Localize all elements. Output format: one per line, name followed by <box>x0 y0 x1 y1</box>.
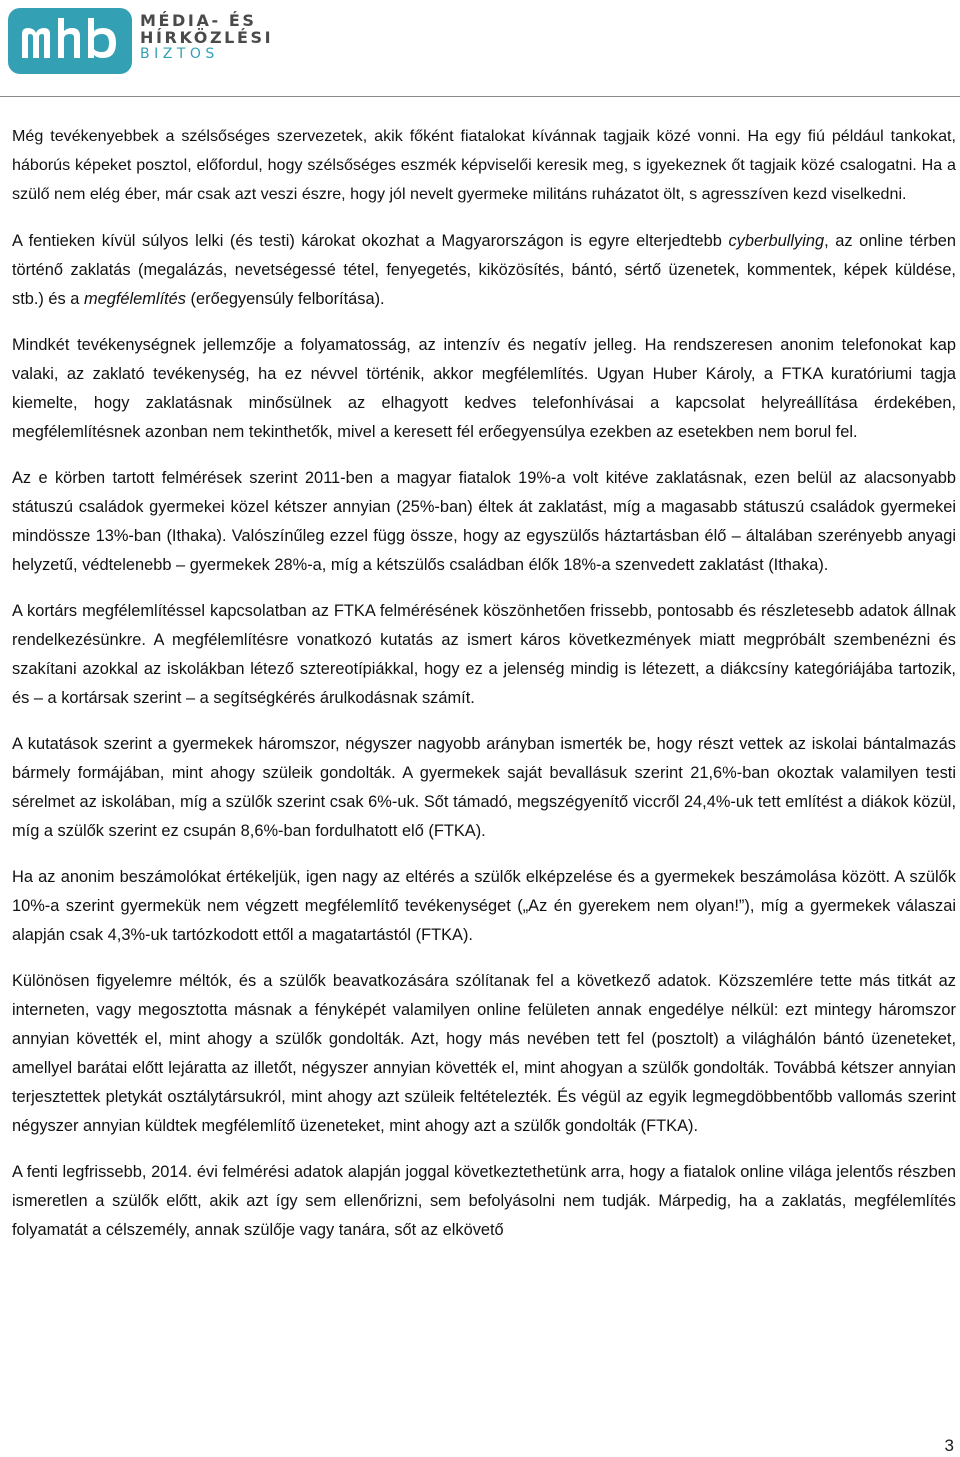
paragraph-text: (erőegyensúly felborítása). <box>186 290 385 308</box>
paragraph-text: Az e körben tartott felmérések szerint 2011-ben a magyar fiatalok 19%-a volt kitéve zaklatásnak, ezen belül az alacsonyabb státuszú családok gyermekei közel kétszer annyian (25%-ban) éltek át zaklatást, míg a magasabb státuszú családok gyermekei mindössze 13%-ban (Ithaka). Valószínűleg ezzel függ össze, hogy az egyszülős háztartásban élő – általában szerényebb anyagi helyzetű, védtelenebb – gyermekek 28%-a, míg a kétszülős családban élők 18%-a szenvedett zaklatást (Ithaka). <box>12 469 956 574</box>
italic-term: megfélemlítés <box>83 290 186 308</box>
paragraph-text: Különösen figyelemre méltók, és a szülők beavatkozására szólítanak fel a következő adatok. Közszemlére tette más titkát az interneten, vagy megosztotta másnak a fényképét valamilyen online felületen annak engedélye nélkül: ezt mintegy háromszor annyian követték el, mint ahogy a szülők gondolták. Azt, hogy más nevében tett fel (posztolt) a világhálón bántó üzeneteket, amellyel barátai előtt lejáratta az illetőt, négyszer annyian követték el, mint ahogyan a szülők gondolták. Továbbá kétszer annyian terjesztettek pletykát osztálytársukról, mint ahogy azt szüleik feltételezték. És végül az egyik legmegdöbbentőbb vallomás szerint négyszer annyian küldtek megfélemlítő üzeneteket, mint ahogy azt a szülők gondolták (FTKA). <box>12 972 956 1135</box>
paragraph-text: A kortárs megfélemlítéssel kapcsolatban az FTKA felmérésének köszönhetően frissebb, pontosabb és részletesebb adatok állnak rendelkezésünkre. A megfélemlítésre vonatkozó kutatás az ismert káros következmények miatt megpróbált szembenézni és szakítani azokkal az iskolákban létező sztereotípiákkal, hogy ez a jelenség mindig is létezett, a diákcsíny kategóriájába tartozik, és – a kortársak szerint – a segítségkérés árulkodásnak számít. <box>12 602 956 707</box>
logo-line-3: BIZTOS <box>140 46 219 62</box>
document-header <box>0 0 960 96</box>
paragraph <box>12 227 956 314</box>
header-divider <box>0 96 960 97</box>
paragraph <box>12 464 956 580</box>
paragraph <box>12 1158 956 1245</box>
paragraph <box>12 331 956 447</box>
paragraph <box>12 597 956 713</box>
paragraph-text: Mindkét tevékenységnek jellemzője a folyamatosság, az intenzív és negatív jelleg. Ha rendszeresen anonim telefonokat kap valaki, az zaklató tevékenység, ha ez névvel történik, akkor megfélemlítés. Ugyan Huber Károly, a FTKA kuratóriumi tagja kiemelte, hogy zaklatásnak minősülnek az elhagyott kedves telefonhívásai a kapcsolat helyreállítása érdekében, megfélemlítésnek azonban nem tekinthetők, mivel a keresett fél erőegyensúlya ezekben az esetekben nem borul fel. <box>12 336 956 441</box>
paragraph-text: Ha az anonim beszámolókat értékeljük, igen nagy az eltérés a szülők elképzelése és a gyermekek beszámolása között. A szülők 10%-a szerint gyermekük nem végzett megfélemlítő tevékenységet („Az én gyerekem nem olyan!”), míg a gyermekek válaszai alapján csak 4,3%-uk tartózkodott ettől a magatartástól (FTKA). <box>12 868 956 944</box>
paragraph <box>12 730 956 846</box>
logo-line-1: MÉDIA- ÉS <box>140 11 257 30</box>
document-body <box>12 122 956 1262</box>
page-number: 3 <box>944 1436 954 1455</box>
italic-term: cyberbullying <box>728 232 825 250</box>
paragraph-text: A fenti legfrissebb, 2014. évi felmérési adatok alapján joggal következtethetünk arra, hogy a fiatalok online világa jelentős részben ismeretlen a szülők előtt, akik azt így sem ellenőrizni, sem befolyásolni nem tudják. Márpedig, ha a zaklatás, megfélemlítés folyamatát a célszemély, annak szülője vagy tanára, sőt az elkövető <box>12 1163 956 1239</box>
paragraph-text: Még tevékenyebbek a szélsőséges szervezetek, akik főként fiatalokat kívánnak tagjaik közé vonni. Ha egy fiú például tankokat, háborús képeket posztol, előfordul, hogy szélsőséges eszmék képviselői keresik meg, s igyekeznek őt tagjaik közé csalogatni. Ha a szülő nem elég éber, már csak azt veszi észre, hogy jól nevelt gyermeke militáns ruházatot ölt, s agresszíven kezd viselkedni. <box>12 127 956 203</box>
paragraph-text: A fentieken kívül súlyos lelki (és testi) károkat okozhat a Magyarországon is egyre elterjedtebb <box>12 232 729 250</box>
logo-line-2: HÍRKÖZLÉSI <box>140 28 274 47</box>
paragraph <box>12 122 956 209</box>
paragraph <box>12 863 956 950</box>
paragraph-text: A kutatások szerint a gyermekek háromszor, négyszer nagyobb arányban ismerték be, hogy részt vettek az iskolai bántalmazás bármely formájában, mint ahogy szüleik gondolták. A gyermekek saját bevallásuk szerint 21,6%-ban okoztak valamilyen testi sérelmet az iskolában, míg a szülők szerint csak 6%-uk. Sőt támadó, megszégyenítő viccről 24,4%-uk tett említést a diákok közül, míg a szülők szerint ez csupán 8,6%-ban fordulhatott elő (FTKA). <box>12 735 956 840</box>
paragraph-text: , az online térben történő zaklatás (megalázás, nevetségessé tétel, fenyegetés, kiközösítés, bántó, sértő üzenetek, kommentek, képek küldése, stb.) és a <box>12 232 957 308</box>
mhb-logo-icon <box>8 8 132 74</box>
logo-wordmark <box>140 12 273 63</box>
paragraph <box>12 967 956 1141</box>
